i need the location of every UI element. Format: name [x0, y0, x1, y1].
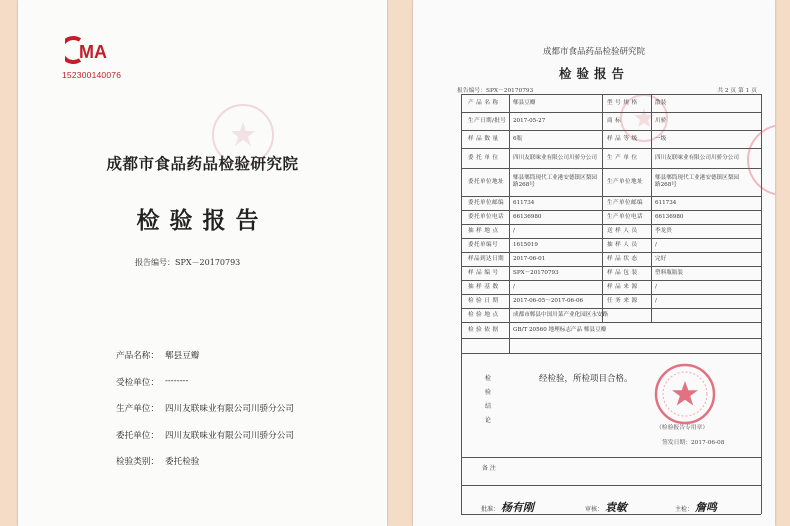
detail-institute-name: 成都市食品药品检验研究院	[542, 47, 645, 57]
value-prod-date: 2017-05-27	[513, 118, 546, 124]
label-sender: 送 样 人 员	[607, 228, 638, 234]
value-manufacturer: 四川友联味业有限公司川骄分公司	[655, 155, 739, 161]
label-test-basis: 检 验 依 据	[468, 327, 499, 333]
signature-role: 主检：	[675, 506, 694, 513]
label-manufacturer: 生 产 单 位	[607, 155, 638, 161]
row-separator	[461, 294, 761, 295]
value-client-post: 611734	[513, 200, 535, 206]
label-test-date: 检 验 日 期	[468, 298, 499, 304]
cover-page	[18, 0, 387, 526]
signature-name: 杨有刚	[500, 501, 534, 514]
detail-report-title: 检验报告	[558, 66, 629, 81]
row-separator	[461, 210, 761, 211]
row-separator	[461, 130, 761, 131]
value-client-tel: 66136980	[513, 214, 542, 220]
label-sample-status: 样 品 状 态	[607, 256, 638, 262]
value-client: 四川友联味业有限公司川骄分公司	[513, 155, 597, 161]
label-client: 委 托 单 位	[468, 155, 499, 161]
row-separator	[461, 224, 761, 225]
field-label: 产品名称：	[116, 351, 159, 361]
label-test-place: 检 验 地 点	[468, 312, 499, 318]
value-sample-source: /	[655, 284, 657, 290]
signature-name: 詹鸣	[694, 501, 717, 514]
institute-name: 成都市食品药品检验研究院	[106, 154, 299, 173]
field-label: 受检单位：	[116, 377, 159, 388]
value-client-no: 1615019	[513, 242, 538, 248]
detail-report-number: 报告编号：SPX－20170793	[457, 88, 534, 94]
signature-role: 批准：	[481, 506, 500, 513]
value-test-basis: GB/T 20560 地理标志产品 郫县豆瓣	[513, 327, 607, 333]
label-sample-source: 样 品 来 源	[607, 284, 638, 290]
value-mfr-addr: 郫县郫筒现代工业港安德镇区梨园路268号	[655, 175, 739, 188]
value-test-date: 2017-06-05～2017-06-06	[513, 298, 584, 304]
value-model: 散装	[655, 100, 667, 106]
row-separator	[461, 266, 761, 267]
field-label: 委托单位：	[116, 430, 159, 441]
page-edge-seal	[743, 120, 775, 204]
stamp-note: （检验报告专用章）	[656, 425, 709, 431]
label-sampling-base: 抽 样 基 数	[468, 284, 499, 290]
conclusion-label: 检验结论	[485, 375, 492, 424]
label-arrival-date: 样品到达日期	[468, 256, 504, 262]
label-model: 型 号 规 格	[607, 100, 638, 106]
field-value: --------	[165, 375, 189, 386]
report-number: 报告编号：SPX－20170793	[135, 258, 241, 267]
signature-role: 审核：	[585, 506, 604, 513]
label-client-post: 委托单位邮编	[468, 200, 504, 206]
label-client-tel: 委托单位电话	[468, 214, 504, 220]
label-client-addr: 委托单位地址	[468, 179, 504, 185]
page-info: 共 2 页 第 1 页	[717, 88, 757, 94]
signature-chief	[675, 499, 717, 515]
label-sampling-place: 抽 样 地 点	[468, 228, 499, 234]
value-product-name: 郫县豆瓣	[513, 100, 536, 106]
col-separator	[651, 94, 652, 322]
label-sample-no: 样 品 编 号	[468, 270, 499, 276]
value-sample-status: 完好	[655, 256, 667, 262]
signature-name: 袁敏	[604, 501, 627, 514]
row-separator	[461, 308, 761, 309]
field-label: 检验类别：	[116, 457, 159, 467]
signature-divider	[461, 485, 761, 486]
remark-label: 备 注	[482, 465, 496, 472]
field-value: 四川友联味业有限公司川骄分公司	[165, 430, 294, 441]
col-separator	[602, 94, 603, 322]
cma-logo-text: MA	[79, 42, 107, 62]
label-client-no: 委托单编号	[468, 242, 498, 248]
field-value: 委托检验	[165, 457, 200, 467]
value-sender: 李龙贵	[655, 228, 672, 234]
field-label: 生产单位：	[116, 404, 159, 414]
label-grade: 样 品 等 级	[607, 136, 638, 142]
label-trademark: 商 标	[607, 118, 622, 124]
value-packaging: 塑料瓶瓶装	[655, 270, 683, 276]
row-separator	[461, 252, 761, 253]
row-separator	[461, 112, 761, 113]
value-sampling-place: /	[513, 228, 515, 234]
issue-date: 签发日期：2017-06-08	[662, 440, 725, 446]
field-value: 四川友联味业有限公司川骄分公司	[165, 404, 294, 414]
inspection-seal	[653, 362, 717, 430]
label-mfr-post: 生产单位邮编	[607, 200, 643, 206]
field-value: 郫县豆瓣	[165, 351, 200, 361]
detail-page	[413, 0, 775, 526]
label-packaging: 样 品 包 装	[607, 270, 638, 276]
value-sampler: /	[655, 242, 657, 248]
label-product-name: 产 品 名 称	[468, 100, 499, 106]
value-sample-qty: 6瓶	[513, 136, 523, 142]
value-mfr-post: 611734	[655, 200, 677, 206]
row-separator	[461, 238, 761, 239]
label-mfr-tel: 生产单位电话	[607, 214, 643, 220]
value-client-addr: 郫县郫筒现代工业港安德镇区梨园路268号	[513, 175, 597, 188]
row-separator	[461, 168, 761, 169]
signature-approve	[481, 499, 534, 515]
table-bottom-border	[461, 353, 761, 354]
table-top-border	[461, 94, 761, 95]
report-title: 检验报告	[136, 207, 269, 234]
value-task-source: /	[655, 298, 657, 304]
row-separator	[461, 338, 761, 339]
value-trademark: 川骄	[655, 118, 667, 124]
label-task-source: 任 务 来 源	[607, 298, 638, 304]
value-arrival-date: 2017-06-01	[513, 256, 546, 262]
cma-logo	[65, 35, 117, 69]
value-mfr-tel: 66136980	[655, 214, 684, 220]
label-sample-qty: 样 品 数 量	[468, 136, 499, 142]
value-grade: 一级	[655, 136, 667, 142]
signature-review	[585, 499, 627, 515]
label-sampler: 抽 样 人 员	[607, 242, 638, 248]
cma-number: 152300140076	[62, 70, 122, 80]
label-mfr-addr: 生产单位地址	[607, 179, 643, 185]
row-separator	[461, 196, 761, 197]
row-separator	[461, 280, 761, 281]
value-sample-no: SPX－20170793	[513, 270, 559, 276]
value-sampling-base: /	[513, 284, 515, 290]
table-left-border	[461, 94, 462, 514]
col-separator	[509, 94, 510, 353]
row-separator	[461, 148, 761, 149]
value-test-place: 成都市郫县中国川菜产业化园区永安路	[513, 312, 609, 318]
row-separator	[461, 322, 761, 323]
label-prod-date: 生产日期/批号	[468, 118, 507, 124]
conclusion-text: 经检验，所检项目合格。	[539, 374, 633, 384]
remark-divider	[461, 457, 761, 458]
